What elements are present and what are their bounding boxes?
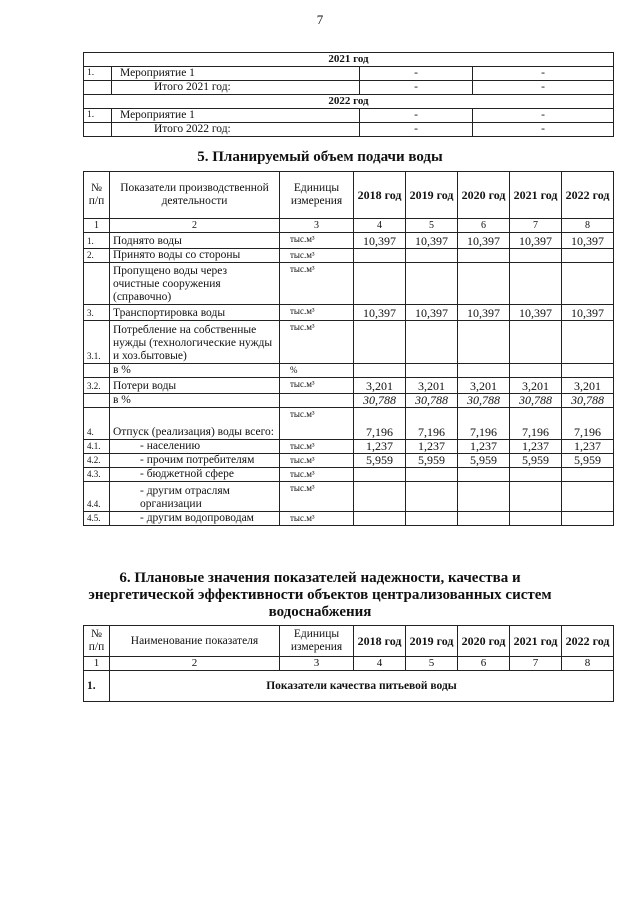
row-name: Мероприятие 1 bbox=[112, 67, 360, 81]
row-value: 30,788 bbox=[510, 394, 562, 408]
header-units: Единицы измерения bbox=[280, 172, 354, 219]
row-value bbox=[510, 468, 562, 482]
row-num bbox=[84, 394, 110, 408]
row-value bbox=[562, 321, 614, 364]
row-name: - другим отраслям организации bbox=[110, 482, 280, 512]
row-value: - bbox=[360, 109, 473, 123]
row-num: 4.3. bbox=[84, 468, 110, 482]
row-value bbox=[510, 263, 562, 305]
row-value: 30,788 bbox=[406, 394, 458, 408]
table-row bbox=[84, 408, 614, 440]
row-name: Транспортировка воды bbox=[110, 305, 280, 321]
table-row bbox=[84, 233, 614, 249]
section-5-title: 5. Планируемый объем подачи воды bbox=[197, 149, 443, 165]
row-unit: тыс.м³ bbox=[280, 512, 354, 526]
row-name: Итого 2021 год: bbox=[112, 81, 360, 95]
row-value: 10,397 bbox=[562, 305, 614, 321]
row-value bbox=[458, 321, 510, 364]
row-name: Мероприятие 1 bbox=[112, 109, 360, 123]
row-num: 3. bbox=[84, 305, 110, 321]
row-num: 4.1. bbox=[84, 440, 110, 454]
row-value: - bbox=[473, 123, 614, 137]
header-year: 2018 год bbox=[354, 626, 406, 657]
row-name: Отпуск (реализация) воды всего: bbox=[110, 408, 280, 440]
row-value: 1,237 bbox=[562, 440, 614, 454]
row-value bbox=[510, 249, 562, 263]
header-num: № п/п bbox=[84, 626, 110, 657]
row-value bbox=[406, 482, 458, 512]
row-value: 5,959 bbox=[562, 454, 614, 468]
row-value: 7,196 bbox=[458, 408, 510, 440]
col-number: 6 bbox=[458, 657, 510, 671]
col-number: 5 bbox=[406, 219, 458, 233]
row-value bbox=[458, 512, 510, 526]
table-row bbox=[84, 364, 614, 378]
row-value: 3,201 bbox=[562, 378, 614, 394]
header-year: 2018 год bbox=[354, 172, 406, 219]
page-number: 7 bbox=[316, 12, 324, 27]
row-name: в % bbox=[110, 394, 280, 408]
row-value bbox=[458, 249, 510, 263]
col-number: 3 bbox=[280, 219, 354, 233]
row-value bbox=[458, 263, 510, 305]
table-row bbox=[84, 454, 614, 468]
row-value: 7,196 bbox=[354, 408, 406, 440]
row-value: 3,201 bbox=[406, 378, 458, 394]
table-row bbox=[84, 482, 614, 512]
row-value: 30,788 bbox=[458, 394, 510, 408]
col-number: 5 bbox=[406, 657, 458, 671]
row-value: 10,397 bbox=[406, 233, 458, 249]
row-value: - bbox=[360, 123, 473, 137]
col-number: 8 bbox=[562, 219, 614, 233]
water-supply-table bbox=[83, 171, 614, 526]
table-row bbox=[84, 81, 614, 95]
row-num bbox=[84, 364, 110, 378]
row-value: 1,237 bbox=[458, 440, 510, 454]
table-header-row bbox=[84, 172, 614, 219]
row-value: 10,397 bbox=[458, 233, 510, 249]
header-year: 2019 год bbox=[406, 172, 458, 219]
row-name: Поднято воды bbox=[110, 233, 280, 249]
row-unit: тыс.м³ bbox=[280, 233, 354, 249]
col-number: 4 bbox=[354, 219, 406, 233]
table-row bbox=[84, 394, 614, 408]
row-unit bbox=[280, 394, 354, 408]
row-num bbox=[84, 263, 110, 305]
column-number-row bbox=[84, 657, 614, 671]
row-unit: % bbox=[280, 364, 354, 378]
header-year: 2020 год bbox=[458, 172, 510, 219]
col-number: 3 bbox=[280, 657, 354, 671]
row-name: в % bbox=[110, 364, 280, 378]
row-value: 5,959 bbox=[406, 454, 458, 468]
table-row bbox=[84, 378, 614, 394]
row-unit: тыс.м³ bbox=[280, 305, 354, 321]
row-value bbox=[354, 263, 406, 305]
row-value: 7,196 bbox=[406, 408, 458, 440]
row-num: 4.4. bbox=[84, 482, 110, 512]
row-name: Итого 2022 год: bbox=[112, 123, 360, 137]
indicators-table bbox=[83, 625, 614, 702]
row-num: 1. bbox=[84, 233, 110, 249]
col-number: 2 bbox=[110, 657, 280, 671]
table-row bbox=[84, 123, 614, 137]
row-value bbox=[406, 364, 458, 378]
table-row bbox=[84, 468, 614, 482]
row-num: 3.1. bbox=[84, 321, 110, 364]
row-num: 4.2. bbox=[84, 454, 110, 468]
year-row bbox=[84, 53, 614, 67]
table-row bbox=[84, 67, 614, 81]
row-value bbox=[510, 364, 562, 378]
row-unit: тыс.м³ bbox=[280, 408, 354, 440]
row-value bbox=[406, 321, 458, 364]
section-row-title: Показатели качества питьевой воды bbox=[110, 671, 614, 702]
row-name: - населению bbox=[110, 440, 280, 454]
row-unit: тыс.м³ bbox=[280, 468, 354, 482]
row-value bbox=[406, 512, 458, 526]
header-indicator: Наименование показателя bbox=[110, 626, 280, 657]
row-value: 7,196 bbox=[562, 408, 614, 440]
row-name: Принято воды со стороны bbox=[110, 249, 280, 263]
row-value bbox=[562, 249, 614, 263]
row-name: - прочим потребителям bbox=[110, 454, 280, 468]
row-value bbox=[562, 482, 614, 512]
row-num bbox=[84, 81, 112, 95]
column-number-row bbox=[84, 219, 614, 233]
row-name: - бюджетной сфере bbox=[110, 468, 280, 482]
row-value: 3,201 bbox=[510, 378, 562, 394]
row-value bbox=[510, 512, 562, 526]
table-row bbox=[84, 263, 614, 305]
header-units: Единицы измерения bbox=[280, 626, 354, 657]
row-value bbox=[562, 468, 614, 482]
row-num: 1. bbox=[84, 109, 112, 123]
row-value: 3,201 bbox=[458, 378, 510, 394]
row-name: Пропущено воды через очистные сооружения (справочно) bbox=[110, 263, 280, 305]
col-number: 6 bbox=[458, 219, 510, 233]
row-unit: тыс.м³ bbox=[280, 378, 354, 394]
row-unit: тыс.м³ bbox=[280, 321, 354, 364]
row-value: 10,397 bbox=[458, 305, 510, 321]
col-number: 7 bbox=[510, 219, 562, 233]
row-unit: тыс.м³ bbox=[280, 249, 354, 263]
row-value bbox=[458, 482, 510, 512]
row-name: Потребление на собственные нужды (технологические нужды и хоз.бытовые) bbox=[110, 321, 280, 364]
row-value bbox=[562, 364, 614, 378]
year-label: 2022 год bbox=[84, 95, 614, 109]
header-year: 2020 год bbox=[458, 626, 510, 657]
col-number: 1 bbox=[84, 657, 110, 671]
row-num bbox=[84, 123, 112, 137]
header-num: № п/п bbox=[84, 172, 110, 219]
table-row bbox=[84, 512, 614, 526]
section-6-title-line: 6. Плановые значения показателей надежности, качества и bbox=[119, 570, 521, 586]
row-value bbox=[354, 249, 406, 263]
row-value bbox=[510, 321, 562, 364]
section-row-num: 1. bbox=[84, 671, 110, 702]
section-row bbox=[84, 671, 614, 702]
table-header-row bbox=[84, 626, 614, 657]
row-unit: тыс.м³ bbox=[280, 482, 354, 512]
col-number: 2 bbox=[110, 219, 280, 233]
row-value: 10,397 bbox=[354, 233, 406, 249]
row-value: 10,397 bbox=[510, 305, 562, 321]
row-name: Потери воды bbox=[110, 378, 280, 394]
row-value: 30,788 bbox=[562, 394, 614, 408]
row-value: 10,397 bbox=[510, 233, 562, 249]
row-value: 10,397 bbox=[562, 233, 614, 249]
row-value bbox=[354, 364, 406, 378]
table-row bbox=[84, 321, 614, 364]
row-name: - другим водопроводам bbox=[110, 512, 280, 526]
row-value bbox=[354, 482, 406, 512]
col-number: 4 bbox=[354, 657, 406, 671]
header-year: 2022 год bbox=[562, 626, 614, 657]
row-value: 30,788 bbox=[354, 394, 406, 408]
header-year: 2022 год bbox=[562, 172, 614, 219]
row-num: 4.5. bbox=[84, 512, 110, 526]
table-row bbox=[84, 249, 614, 263]
row-num: 1. bbox=[84, 67, 112, 81]
row-value: - bbox=[473, 81, 614, 95]
year-label: 2021 год bbox=[84, 53, 614, 67]
header-year: 2019 год bbox=[406, 626, 458, 657]
row-value bbox=[354, 468, 406, 482]
header-year: 2021 год bbox=[510, 172, 562, 219]
row-value bbox=[510, 482, 562, 512]
row-value bbox=[354, 512, 406, 526]
table-row bbox=[84, 440, 614, 454]
row-value bbox=[562, 263, 614, 305]
row-value: 5,959 bbox=[354, 454, 406, 468]
col-number: 1 bbox=[84, 219, 110, 233]
row-value: - bbox=[473, 67, 614, 81]
row-num: 3.2. bbox=[84, 378, 110, 394]
row-value bbox=[562, 512, 614, 526]
row-value bbox=[354, 321, 406, 364]
header-year: 2021 год bbox=[510, 626, 562, 657]
row-value: - bbox=[360, 81, 473, 95]
row-value: 5,959 bbox=[458, 454, 510, 468]
row-value: 1,237 bbox=[406, 440, 458, 454]
section-6-title bbox=[0, 570, 640, 621]
row-value: 3,201 bbox=[354, 378, 406, 394]
row-value: - bbox=[473, 109, 614, 123]
row-value bbox=[406, 468, 458, 482]
row-value bbox=[458, 468, 510, 482]
row-value bbox=[458, 364, 510, 378]
row-value: 1,237 bbox=[510, 440, 562, 454]
row-value bbox=[406, 249, 458, 263]
section-6-title-line: водоснабжения bbox=[268, 604, 372, 620]
row-num: 4. bbox=[84, 408, 110, 440]
row-value: 5,959 bbox=[510, 454, 562, 468]
header-indicator: Показатели производственной деятельности bbox=[110, 172, 280, 219]
section-6-title-line: энергетической эффективности объектов централизованных систем bbox=[88, 587, 552, 603]
col-number: 7 bbox=[510, 657, 562, 671]
table-row bbox=[84, 109, 614, 123]
row-unit: тыс.м³ bbox=[280, 454, 354, 468]
col-number: 8 bbox=[562, 657, 614, 671]
row-num: 2. bbox=[84, 249, 110, 263]
row-value: 1,237 bbox=[354, 440, 406, 454]
row-value: 10,397 bbox=[406, 305, 458, 321]
table-row bbox=[84, 305, 614, 321]
row-value bbox=[406, 263, 458, 305]
row-unit: тыс.м³ bbox=[280, 440, 354, 454]
row-unit: тыс.м³ bbox=[280, 263, 354, 305]
year-row bbox=[84, 95, 614, 109]
row-value: - bbox=[360, 67, 473, 81]
events-table bbox=[83, 52, 614, 137]
row-value: 10,397 bbox=[354, 305, 406, 321]
row-value: 7,196 bbox=[510, 408, 562, 440]
